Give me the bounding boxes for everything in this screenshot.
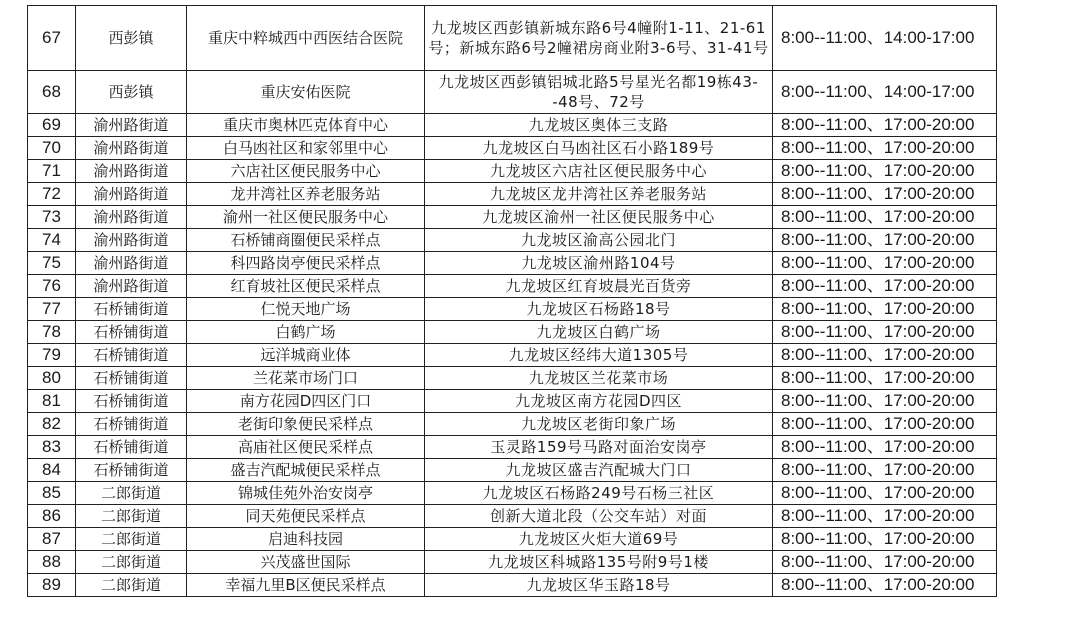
table-row (28, 436, 997, 459)
row-number: 69 (28, 114, 76, 137)
site-address: 九龙坡区华玉路18号 (425, 574, 773, 597)
sampling-site-name: 重庆中粹城西中西医结合医院 (187, 6, 425, 71)
service-hours: 8:00--11:00、17:00-20:00 (773, 574, 997, 597)
service-hours: 8:00--11:00、17:00-20:00 (773, 137, 997, 160)
street-name: 二郎街道 (76, 528, 187, 551)
sampling-site-name: 渝州一社区便民服务中心 (187, 206, 425, 229)
row-number: 76 (28, 275, 76, 298)
street-name: 石桥铺街道 (76, 367, 187, 390)
row-number: 70 (28, 137, 76, 160)
site-address: 九龙坡区渝州路104号 (425, 252, 773, 275)
table-row (28, 551, 997, 574)
sampling-site-name: 石桥铺商圈便民采样点 (187, 229, 425, 252)
site-address: 九龙坡区六店社区便民服务中心 (425, 160, 773, 183)
sampling-sites-table-wrapper (27, 5, 997, 597)
row-number: 68 (28, 71, 76, 114)
street-name: 石桥铺街道 (76, 436, 187, 459)
row-number: 83 (28, 436, 76, 459)
sampling-sites-table (27, 5, 997, 597)
service-hours: 8:00--11:00、14:00-17:00 (773, 71, 997, 114)
site-address: 九龙坡区红育坡晨光百货旁 (425, 275, 773, 298)
site-address: 九龙坡区火炬大道69号 (425, 528, 773, 551)
sampling-site-name: 老街印象便民采样点 (187, 413, 425, 436)
site-address: 九龙坡区南方花园D四区 (425, 390, 773, 413)
table-row (28, 344, 997, 367)
site-address: 九龙坡区科城路135号附9号1楼 (425, 551, 773, 574)
service-hours: 8:00--11:00、17:00-20:00 (773, 505, 997, 528)
street-name: 石桥铺街道 (76, 344, 187, 367)
sampling-site-name: 幸福九里B区便民采样点 (187, 574, 425, 597)
site-address: 创新大道北段（公交车站）对面 (425, 505, 773, 528)
site-address: 九龙坡区龙井湾社区养老服务站 (425, 183, 773, 206)
service-hours: 8:00--11:00、14:00-17:00 (773, 6, 997, 71)
street-name: 渝州路街道 (76, 137, 187, 160)
sampling-site-name: 高庙社区便民采样点 (187, 436, 425, 459)
sampling-site-name: 启迪科技园 (187, 528, 425, 551)
street-name: 渝州路街道 (76, 114, 187, 137)
row-number: 88 (28, 551, 76, 574)
service-hours: 8:00--11:00、17:00-20:00 (773, 298, 997, 321)
service-hours: 8:00--11:00、17:00-20:00 (773, 413, 997, 436)
sampling-site-name: 龙井湾社区养老服务站 (187, 183, 425, 206)
street-name: 渝州路街道 (76, 275, 187, 298)
sampling-site-name: 盛吉汽配城便民采样点 (187, 459, 425, 482)
site-address: 九龙坡区西彭镇铝城北路5号星光名都19栋43--48号、72号 (425, 71, 773, 114)
row-number: 71 (28, 160, 76, 183)
table-row (28, 321, 997, 344)
table-row (28, 505, 997, 528)
service-hours: 8:00--11:00、17:00-20:00 (773, 275, 997, 298)
service-hours: 8:00--11:00、17:00-20:00 (773, 482, 997, 505)
street-name: 渝州路街道 (76, 229, 187, 252)
table-row (28, 183, 997, 206)
service-hours: 8:00--11:00、17:00-20:00 (773, 183, 997, 206)
street-name: 石桥铺街道 (76, 459, 187, 482)
street-name: 石桥铺街道 (76, 413, 187, 436)
service-hours: 8:00--11:00、17:00-20:00 (773, 367, 997, 390)
service-hours: 8:00--11:00、17:00-20:00 (773, 344, 997, 367)
street-name: 渝州路街道 (76, 160, 187, 183)
service-hours: 8:00--11:00、17:00-20:00 (773, 551, 997, 574)
sampling-site-name: 重庆市奥林匹克体育中心 (187, 114, 425, 137)
sampling-site-name: 仁悦天地广场 (187, 298, 425, 321)
street-name: 石桥铺街道 (76, 298, 187, 321)
table-row (28, 367, 997, 390)
street-name: 西彭镇 (76, 71, 187, 114)
street-name: 二郎街道 (76, 482, 187, 505)
site-address: 九龙坡区西彭镇新城东路6号4幢附1-11、21-61号；新城东路6号2幢裙房商业附3-6号、31-41号 (425, 6, 773, 71)
street-name: 西彭镇 (76, 6, 187, 71)
table-row (28, 252, 997, 275)
table-row (28, 71, 997, 114)
street-name: 石桥铺街道 (76, 321, 187, 344)
sampling-site-name: 同天苑便民采样点 (187, 505, 425, 528)
site-address: 九龙坡区经纬大道1305号 (425, 344, 773, 367)
row-number: 87 (28, 528, 76, 551)
table-row (28, 275, 997, 298)
table-row (28, 229, 997, 252)
sampling-site-name: 六店社区便民服务中心 (187, 160, 425, 183)
table-row (28, 160, 997, 183)
table-row (28, 413, 997, 436)
site-address: 九龙坡区奥体三支路 (425, 114, 773, 137)
service-hours: 8:00--11:00、17:00-20:00 (773, 160, 997, 183)
service-hours: 8:00--11:00、17:00-20:00 (773, 114, 997, 137)
service-hours: 8:00--11:00、17:00-20:00 (773, 252, 997, 275)
table-row (28, 459, 997, 482)
service-hours: 8:00--11:00、17:00-20:00 (773, 528, 997, 551)
row-number: 72 (28, 183, 76, 206)
sampling-site-name: 白鹤广场 (187, 321, 425, 344)
row-number: 67 (28, 6, 76, 71)
street-name: 渝州路街道 (76, 252, 187, 275)
sampling-site-name: 红育坡社区便民采样点 (187, 275, 425, 298)
row-number: 80 (28, 367, 76, 390)
site-address: 九龙坡区渝州一社区便民服务中心 (425, 206, 773, 229)
row-number: 85 (28, 482, 76, 505)
sampling-site-name: 白马凼社区和家邻里中心 (187, 137, 425, 160)
table-row (28, 206, 997, 229)
sampling-site-name: 锦城佳苑外治安岗亭 (187, 482, 425, 505)
sampling-site-name: 远洋城商业体 (187, 344, 425, 367)
table-row (28, 574, 997, 597)
site-address: 九龙坡区石杨路249号石杨三社区 (425, 482, 773, 505)
service-hours: 8:00--11:00、17:00-20:00 (773, 321, 997, 344)
site-address: 九龙坡区老街印象广场 (425, 413, 773, 436)
table-row (28, 114, 997, 137)
row-number: 79 (28, 344, 76, 367)
row-number: 81 (28, 390, 76, 413)
service-hours: 8:00--11:00、17:00-20:00 (773, 436, 997, 459)
row-number: 74 (28, 229, 76, 252)
site-address: 九龙坡区兰花菜市场 (425, 367, 773, 390)
row-number: 86 (28, 505, 76, 528)
site-address: 九龙坡区渝高公园北门 (425, 229, 773, 252)
street-name: 二郎街道 (76, 574, 187, 597)
sampling-site-name: 科四路岗亭便民采样点 (187, 252, 425, 275)
site-address: 玉灵路159号马路对面治安岗亭 (425, 436, 773, 459)
service-hours: 8:00--11:00、17:00-20:00 (773, 459, 997, 482)
sampling-site-name: 重庆安佑医院 (187, 71, 425, 114)
table-row (28, 390, 997, 413)
table-body (28, 6, 997, 597)
site-address: 九龙坡区盛吉汽配城大门口 (425, 459, 773, 482)
service-hours: 8:00--11:00、17:00-20:00 (773, 206, 997, 229)
table-row (28, 137, 997, 160)
service-hours: 8:00--11:00、17:00-20:00 (773, 229, 997, 252)
row-number: 75 (28, 252, 76, 275)
service-hours: 8:00--11:00、17:00-20:00 (773, 390, 997, 413)
street-name: 渝州路街道 (76, 183, 187, 206)
site-address: 九龙坡区白马凼社区石小路189号 (425, 137, 773, 160)
street-name: 二郎街道 (76, 551, 187, 574)
row-number: 89 (28, 574, 76, 597)
row-number: 82 (28, 413, 76, 436)
row-number: 78 (28, 321, 76, 344)
row-number: 73 (28, 206, 76, 229)
sampling-site-name: 南方花园D四区门口 (187, 390, 425, 413)
table-row (28, 482, 997, 505)
site-address: 九龙坡区石杨路18号 (425, 298, 773, 321)
sampling-site-name: 兴茂盛世国际 (187, 551, 425, 574)
row-number: 77 (28, 298, 76, 321)
table-row (28, 6, 997, 71)
sampling-site-name: 兰花菜市场门口 (187, 367, 425, 390)
table-row (28, 298, 997, 321)
table-row (28, 528, 997, 551)
row-number: 84 (28, 459, 76, 482)
street-name: 二郎街道 (76, 505, 187, 528)
site-address: 九龙坡区白鹤广场 (425, 321, 773, 344)
street-name: 石桥铺街道 (76, 390, 187, 413)
street-name: 渝州路街道 (76, 206, 187, 229)
